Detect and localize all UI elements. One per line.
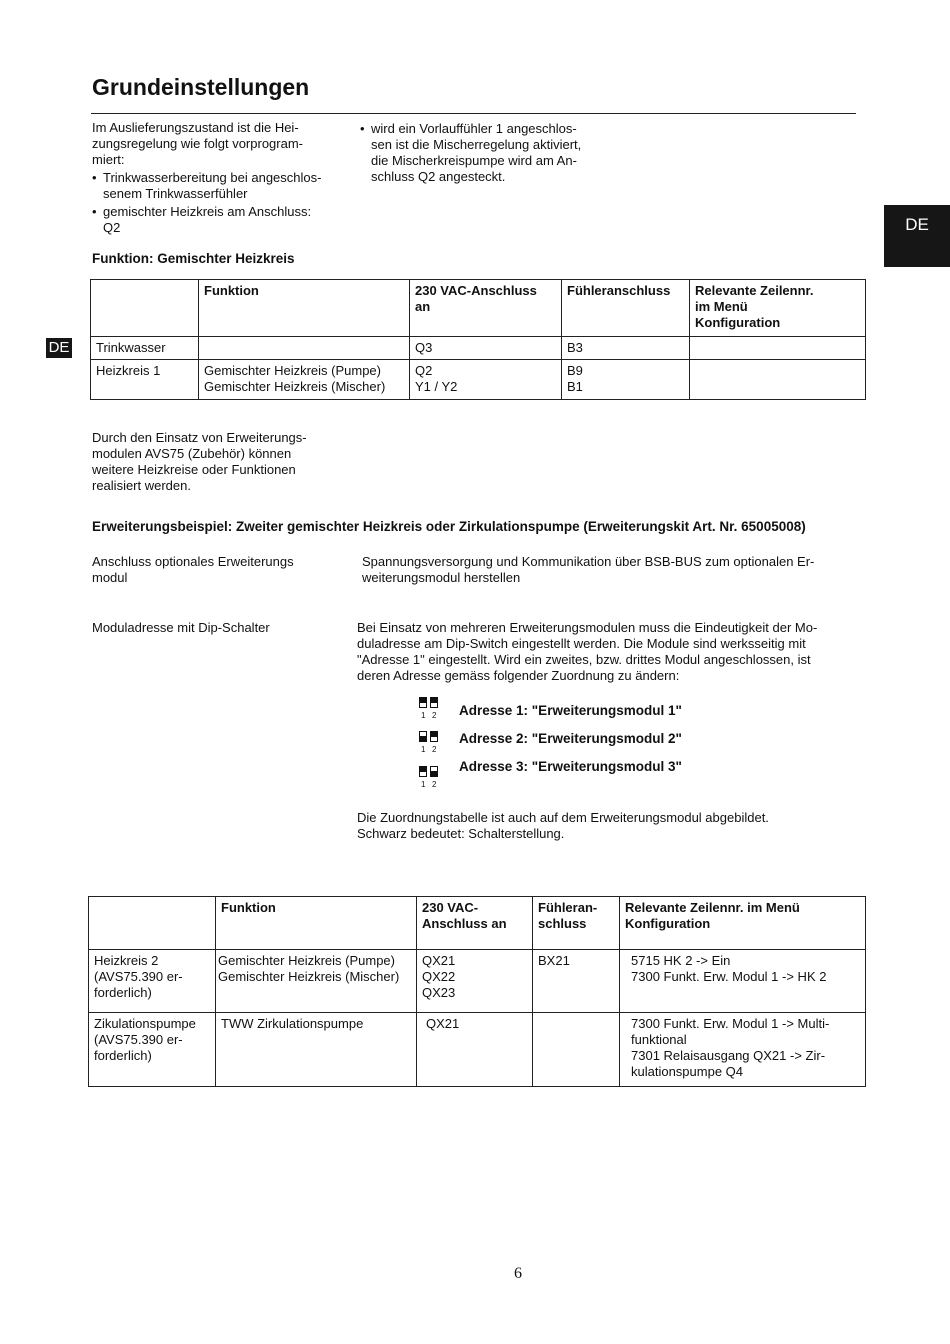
cell-sensor: B9 B1 xyxy=(562,360,690,400)
header-cell-sensor: Fühleranschluss xyxy=(562,280,690,337)
table-row xyxy=(89,950,866,1013)
language-margin-marker: DE xyxy=(46,338,72,358)
dip-text: Bei Einsatz von mehreren Erweiterungsmodulen muss die Eindeutigkeit der Mo- duladresse am Dip-Switch eingestellt werden. Die Module sind werksseitig mit "Adresse 1" eingestellt. Wird ein zweites, bzw. drittes Modul angeschlossen, ist deren Adresse gemäss folgender Zuordnung zu ändern: xyxy=(357,620,818,683)
cell-vac: Q3 xyxy=(410,337,562,360)
cell-vac: Q2 Y1 / Y2 xyxy=(410,360,562,400)
function-table xyxy=(90,279,866,400)
header-cell-vac: 230 VAC- Anschluss an xyxy=(417,897,533,950)
header-cell-empty xyxy=(89,897,216,950)
section-heading-mixed-circuit: Funktion: Gemischter Heizkreis xyxy=(92,251,295,266)
address-1-label: Adresse 1: "Erweiterungsmodul 1" xyxy=(459,703,682,718)
header-cell-sensor: Fühleran- schluss xyxy=(533,897,620,950)
cell-config: 7300 Funkt. Erw. Modul 1 -> Multi- funktional 7301 Relaisausgang QX21 -> Zir- kulationspumpe Q4 xyxy=(620,1013,866,1087)
cell-config xyxy=(690,337,866,360)
dip-label: Moduladresse mit Dip-Schalter xyxy=(92,620,270,635)
cell-vac: QX21 QX22 QX23 xyxy=(417,950,533,1013)
cell-function: TWW Zirkulationspumpe xyxy=(216,1013,417,1087)
connect-label: Anschluss optionales Erweiterungs modul xyxy=(92,554,294,585)
cell-sensor xyxy=(533,1013,620,1087)
connect-text: Spannungsversorgung und Kommunikation über BSB-BUS zum optionalen Er- weiterungsmodul herstellen xyxy=(362,554,815,585)
list-item: • gemischter Heizkreis am Anschluss: Q2 xyxy=(92,204,352,236)
dip-switch-icon: 1 2 xyxy=(419,731,443,755)
page-title: Grundeinstellungen xyxy=(92,74,310,100)
intro-bullets-left xyxy=(92,170,352,238)
intro-bullets-right xyxy=(360,121,620,187)
table-row xyxy=(91,360,866,400)
cell-config xyxy=(690,360,866,400)
cell-function xyxy=(199,337,410,360)
language-tab-label: DE xyxy=(905,215,929,234)
header-cell-config: Relevante Zeilennr. im Menü Konfiguration xyxy=(620,897,866,950)
cell-vac: QX21 xyxy=(417,1013,533,1087)
dip-switch-icon: 1 2 xyxy=(419,766,443,790)
table-header-row xyxy=(89,897,866,950)
header-cell-function: Funktion xyxy=(199,280,410,337)
cell-config: 5715 HK 2 -> Ein 7300 Funkt. Erw. Modul 1 -> HK 2 xyxy=(620,950,866,1013)
list-item: • wird ein Vorlauffühler 1 angeschlos- sen ist die Mischerregelung aktiviert, die Mischerkreispumpe wird am An- schluss Q2 angesteckt. xyxy=(360,121,620,185)
header-cell-empty xyxy=(91,280,199,337)
intro-text: Im Auslieferungszustand ist die Hei- zungsregelung wie folgt vorprogram- miert: xyxy=(92,120,303,167)
page-number: 6 xyxy=(514,1265,522,1282)
address-2-label: Adresse 2: "Erweiterungsmodul 2" xyxy=(459,731,682,746)
language-tab xyxy=(884,205,950,267)
header-cell-config: Relevante Zeilennr. im Menü Konfiguration xyxy=(690,280,866,337)
cell-name: Heizkreis 1 xyxy=(91,360,199,400)
cell-sensor: BX21 xyxy=(533,950,620,1013)
cell-sensor: B3 xyxy=(562,337,690,360)
table-header-row xyxy=(91,280,866,337)
address-3-label: Adresse 3: "Erweiterungsmodul 3" xyxy=(459,759,682,774)
header-cell-vac: 230 VAC-Anschluss an xyxy=(410,280,562,337)
dip-switch-icon: 1 2 xyxy=(419,697,443,721)
cell-name: Heizkreis 2 (AVS75.390 er- forderlich) xyxy=(89,950,216,1013)
table-row xyxy=(91,337,866,360)
cell-function: Gemischter Heizkreis (Pumpe) Gemischter Heizkreis (Mischer) xyxy=(199,360,410,400)
list-item: • Trinkwasserbereitung bei angeschlos- senem Trinkwasserfühler xyxy=(92,170,352,202)
cell-function: Gemischter Heizkreis (Pumpe) Gemischter Heizkreis (Mischer) xyxy=(216,950,417,1013)
extension-note: Durch den Einsatz von Erweiterungs- modulen AVS75 (Zubehör) können weitere Heizkreise oder Funktionen realisiert werden. xyxy=(92,430,307,493)
header-cell-function: Funktion xyxy=(216,897,417,950)
section-heading-extension-example: Erweiterungsbeispiel: Zweiter gemischter Heizkreis oder Zirkulationspumpe (Erweiterungskit Art. Nr. 65005008) xyxy=(92,519,806,534)
cell-name: Zikulationspumpe (AVS75.390 er- forderlich) xyxy=(89,1013,216,1087)
table-row xyxy=(89,1013,866,1087)
table-note: Die Zuordnungstabelle ist auch auf dem Erweiterungsmodul abgebildet. Schwarz bedeutet: Schalterstellung. xyxy=(357,810,769,841)
extension-table xyxy=(88,896,866,1087)
cell-name: Trinkwasser xyxy=(91,337,199,360)
title-divider xyxy=(91,113,856,114)
